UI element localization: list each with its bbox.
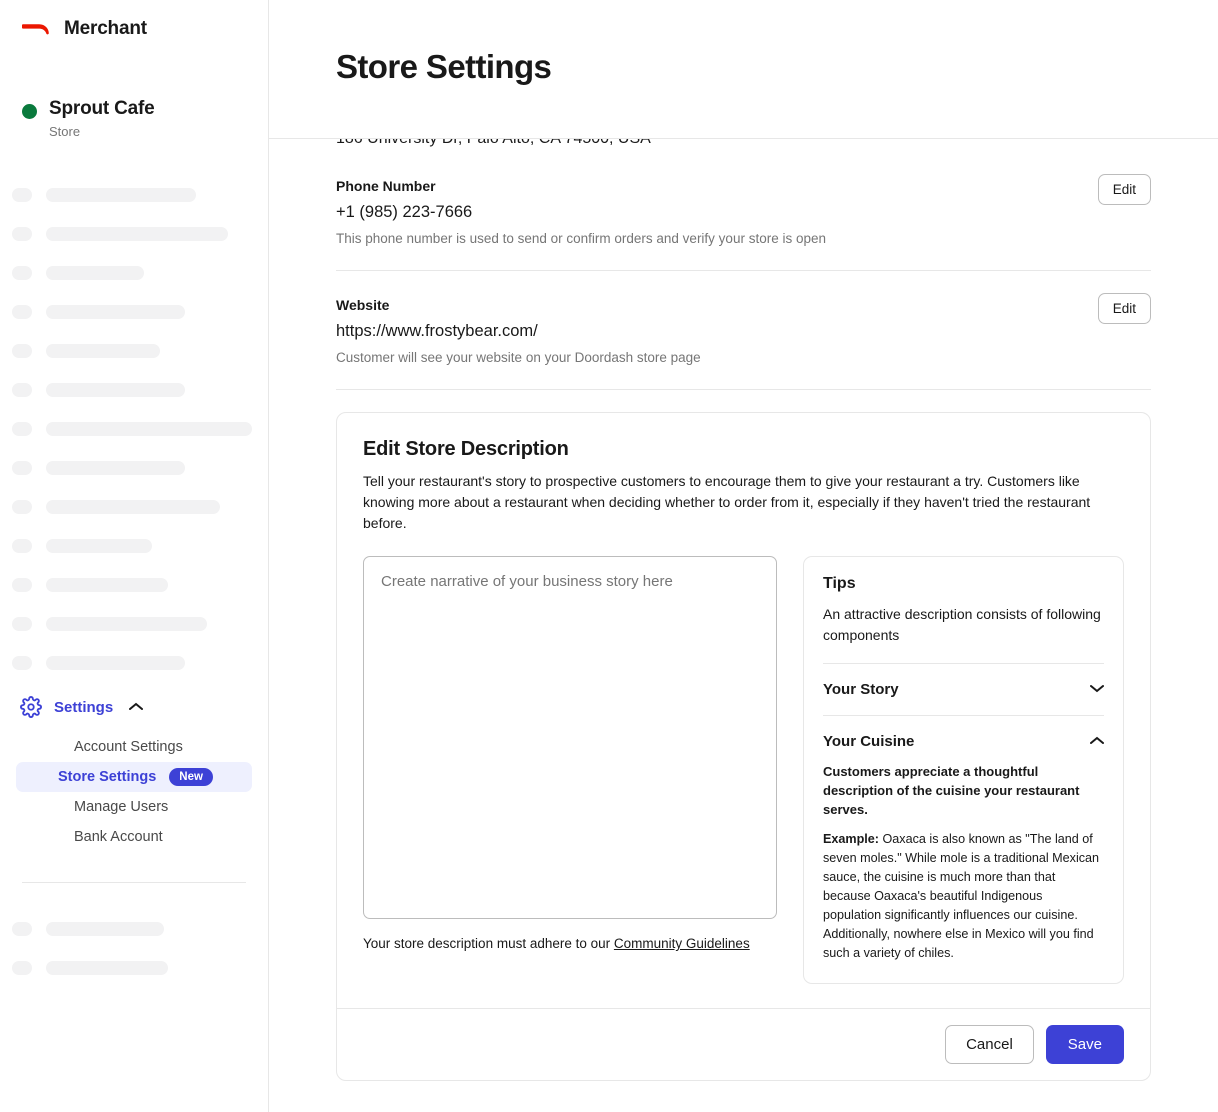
card-title: Edit Store Description bbox=[363, 438, 569, 460]
skeleton-item bbox=[12, 214, 268, 253]
store-status-dot bbox=[22, 104, 37, 119]
skeleton-item bbox=[12, 643, 268, 682]
brand-name: Merchant bbox=[64, 18, 147, 39]
settings-label: Settings bbox=[54, 698, 114, 716]
sidebar-item-bank-account[interactable] bbox=[16, 822, 252, 852]
accordion-your-story[interactable] bbox=[823, 663, 1104, 698]
store-description-input[interactable] bbox=[363, 556, 777, 919]
setting-row-website bbox=[336, 271, 1151, 390]
doordash-logo-icon bbox=[22, 19, 52, 39]
row-value: https://www.frostybear.com/ bbox=[336, 322, 538, 340]
row-help: This phone number is used to send or confirm orders and verify your store is open bbox=[336, 231, 826, 246]
main-content bbox=[269, 0, 1218, 1112]
setting-row-phone bbox=[336, 152, 1151, 271]
skeleton-item bbox=[12, 370, 268, 409]
tips-title: Tips bbox=[823, 575, 856, 592]
skeleton-item bbox=[12, 909, 268, 948]
skeleton-item bbox=[12, 948, 268, 987]
cuisine-example-body: Oaxaca is also known as "The land of seven moles." While mole is a traditional Mexican sauce, the cuisine is much more than that because Oaxaca's beautiful Indigenous population significantly influences our cuisine. Additionally, nowhere else in Mexico will you find such a variety of chiles. bbox=[823, 832, 1100, 960]
sidebar-item-label: Account Settings bbox=[74, 739, 183, 755]
sidebar-item-label: Bank Account bbox=[74, 829, 163, 845]
tips-subtitle: An attractive description consists of following components bbox=[823, 606, 1101, 643]
sidebar-skeleton-footer bbox=[0, 909, 268, 987]
sidebar-item-settings[interactable] bbox=[0, 682, 268, 718]
gear-icon bbox=[20, 696, 42, 718]
row-label: Phone Number bbox=[336, 178, 436, 194]
skeleton-item bbox=[12, 253, 268, 292]
accordion-your-cuisine[interactable] bbox=[823, 715, 1104, 750]
guidelines-note bbox=[363, 936, 777, 951]
skeleton-item bbox=[12, 448, 268, 487]
save-button[interactable]: Save bbox=[1046, 1025, 1124, 1064]
store-selector[interactable] bbox=[0, 40, 268, 139]
guidelines-note-text: Your store description must adhere to our bbox=[363, 936, 614, 951]
settings-content bbox=[269, 130, 1218, 1081]
skeleton-item bbox=[12, 604, 268, 643]
skeleton-item bbox=[12, 409, 268, 448]
accordion-your-cuisine-body bbox=[823, 762, 1104, 963]
edit-phone-button[interactable]: Edit bbox=[1098, 174, 1151, 205]
row-value: +1 (985) 223-7666 bbox=[336, 203, 473, 221]
cuisine-example-label: Example: bbox=[823, 832, 879, 846]
row-label: Website bbox=[336, 297, 390, 313]
chevron-up-icon bbox=[1090, 732, 1104, 750]
skeleton-item bbox=[12, 487, 268, 526]
skeleton-item bbox=[12, 175, 268, 214]
skeleton-item bbox=[12, 565, 268, 604]
sidebar-item-label: Store Settings bbox=[58, 769, 157, 785]
accordion-label: Your Story bbox=[823, 680, 899, 698]
sidebar-item-label: Manage Users bbox=[74, 799, 169, 815]
store-name: Sprout Cafe bbox=[49, 98, 155, 119]
sidebar-item-account-settings[interactable] bbox=[16, 732, 252, 762]
status-badge: New bbox=[169, 768, 213, 786]
sidebar-skeleton-nav bbox=[0, 175, 268, 682]
skeleton-item bbox=[12, 292, 268, 331]
store-subtitle: Store bbox=[49, 124, 81, 139]
sidebar-divider bbox=[22, 882, 246, 883]
community-guidelines-link[interactable]: Community Guidelines bbox=[613, 936, 750, 951]
edit-store-description-card bbox=[336, 412, 1151, 1081]
card-footer bbox=[337, 1008, 1150, 1080]
card-description: Tell your restaurant's story to prospective customers to encourage them to give your restaurant a try. Customers like knowing more about a restaurant when deciding whether to order from it, especially if they haven't tried the restaurant before. bbox=[363, 473, 1091, 531]
settings-submenu bbox=[0, 732, 268, 852]
cancel-button[interactable]: Cancel bbox=[945, 1025, 1034, 1064]
cuisine-headline: Customers appreciate a thoughtful description of the cuisine your restaurant serves. bbox=[823, 764, 1080, 817]
row-help: Customer will see your website on your Doordash store page bbox=[336, 350, 701, 365]
page-title: Store Settings bbox=[336, 48, 552, 85]
edit-website-button[interactable]: Edit bbox=[1098, 293, 1151, 324]
skeleton-item bbox=[12, 331, 268, 370]
sidebar-item-store-settings[interactable] bbox=[16, 762, 252, 792]
sidebar bbox=[0, 0, 269, 1112]
skeleton-item bbox=[12, 526, 268, 565]
chevron-up-icon[interactable] bbox=[129, 698, 143, 716]
accordion-label: Your Cuisine bbox=[823, 732, 915, 750]
chevron-down-icon bbox=[1090, 680, 1104, 698]
brand[interactable] bbox=[0, 0, 268, 40]
page-header bbox=[269, 0, 1218, 139]
sidebar-item-manage-users[interactable] bbox=[16, 792, 252, 822]
tips-panel bbox=[803, 556, 1124, 984]
cuisine-example bbox=[823, 830, 1104, 963]
